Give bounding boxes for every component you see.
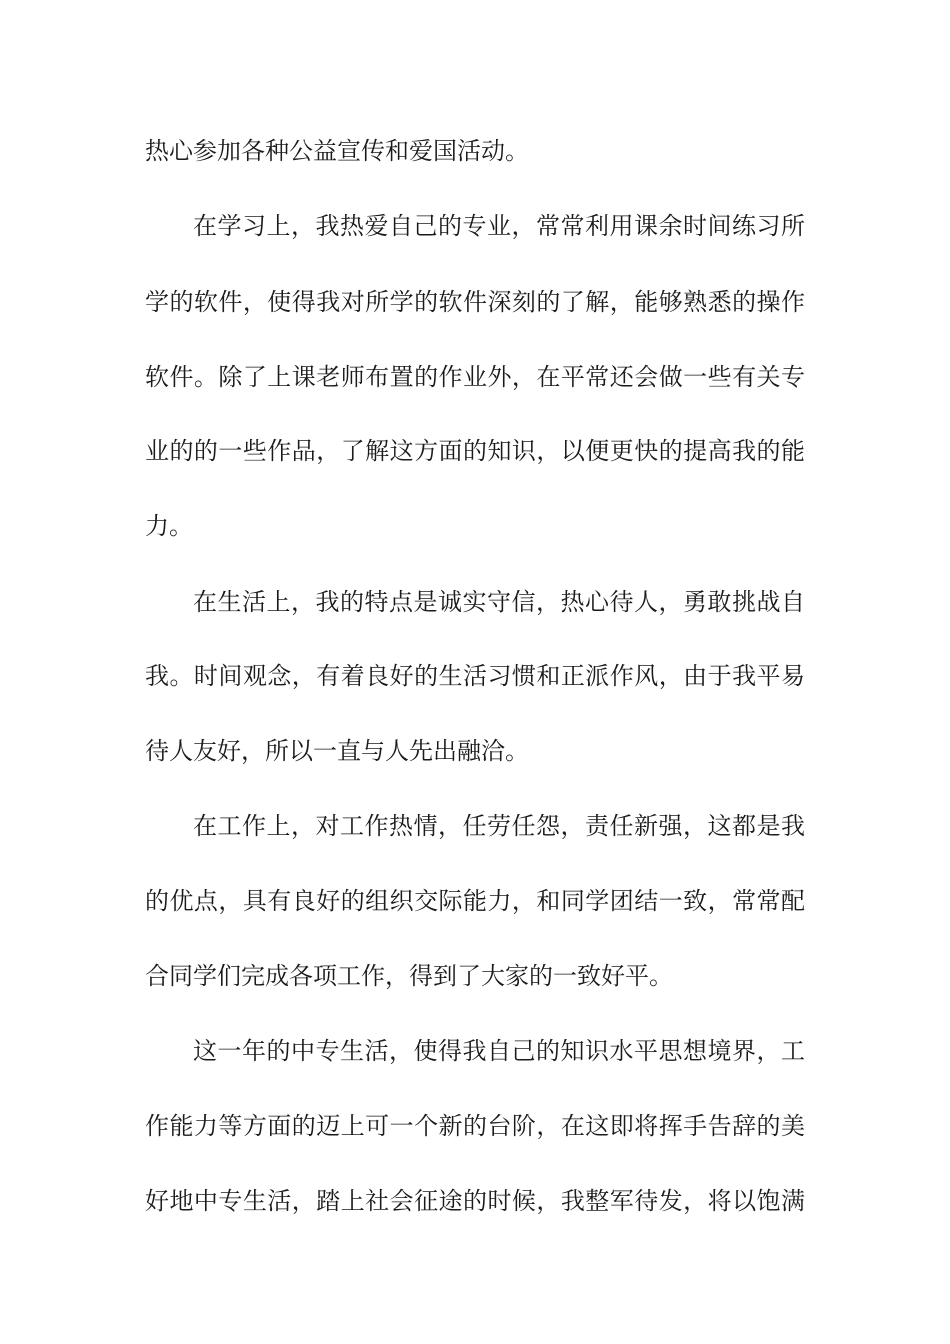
text-line: 我。时间观念，有着良好的生活习惯和正派作风，由于我平易 (145, 662, 805, 690)
text-line: 学的软件，使得我对所学的软件深刻的了解，能够熟悉的操作 (145, 288, 805, 316)
paragraph-first-line: 在生活上，我的特点是诚实守信，热心待人，勇敢挑战自 (193, 588, 805, 616)
text-line: 软件。除了上课老师布置的作业外，在平常还会做一些有关专 (145, 363, 805, 391)
text-line: 热心参加各种公益宣传和爱国活动。 (145, 137, 529, 165)
text-line: 好地中专生活，踏上社会征途的时候，我整军待发，将以饱满 (145, 1187, 805, 1215)
paragraph-first-line: 在学习上，我热爱自己的专业，常常利用课余时间练习所 (193, 212, 805, 240)
text-line: 作能力等方面的迈上可一个新的台阶，在这即将挥手告辞的美 (145, 1112, 805, 1140)
paragraph-first-line: 在工作上，对工作热情，任劳任怨，责任新强，这都是我 (193, 812, 805, 840)
paragraph-first-line: 这一年的中专生活，使得我自己的知识水平思想境界，工 (193, 1037, 805, 1065)
text-line: 合同学们完成各项工作，得到了大家的一致好平。 (145, 962, 673, 990)
text-line: 力。 (145, 512, 193, 540)
text-line: 业的的一些作品，了解这方面的知识，以便更快的提高我的能 (145, 437, 805, 465)
text-line: 待人友好，所以一直与人先出融洽。 (145, 737, 529, 765)
text-line: 的优点，具有良好的组织交际能力，和同学团结一致，常常配 (145, 887, 805, 915)
